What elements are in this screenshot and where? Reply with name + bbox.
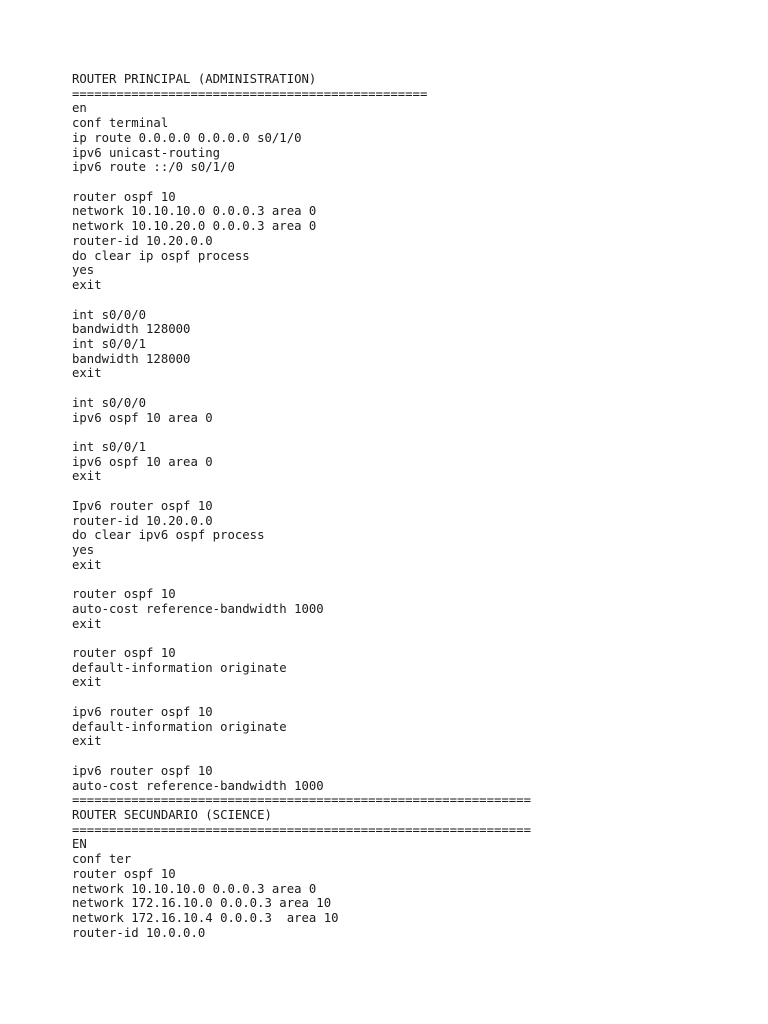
text-line: ================================================ — [72, 86, 428, 101]
blank-line — [72, 293, 752, 308]
text-line: ipv6 ospf 10 area 0 — [72, 410, 213, 425]
blank-line — [72, 425, 752, 440]
text-line: router-id 10.0.0.0 — [72, 925, 206, 940]
text-line: do clear ipv6 ospf process — [72, 528, 265, 543]
text-line: yes — [72, 263, 95, 278]
text-line: bandwidth 128000 — [72, 322, 191, 337]
text-line: network 10.10.20.0 0.0.0.3 area 0 — [72, 219, 317, 234]
text-line: exit — [72, 469, 102, 484]
text-line: auto-cost reference-bandwidth 1000 — [72, 778, 324, 793]
text-line: ROUTER SECUNDARIO (SCIENCE) — [72, 807, 272, 822]
text-line: Ipv6 router ospf 10 — [72, 498, 213, 513]
text-line: ipv6 router ospf 10 — [72, 704, 213, 719]
text-line: int s0/0/0 — [72, 307, 147, 322]
text-line: network 10.10.10.0 0.0.0.3 area 0 — [72, 204, 317, 219]
text-line: exit — [72, 734, 102, 749]
text-line: router ospf 10 — [72, 587, 176, 602]
text-line: en — [72, 101, 87, 116]
text-line: ipv6 route ::/0 s0/1/0 — [72, 160, 235, 175]
text-line: ============================================================== — [72, 822, 532, 837]
blank-line — [72, 690, 752, 705]
text-line: bandwidth 128000 — [72, 351, 191, 366]
text-line: exit — [72, 557, 102, 572]
text-line: ============================================================== — [72, 793, 532, 808]
text-line: conf ter — [72, 852, 132, 867]
text-line: yes — [72, 543, 95, 557]
blank-line — [72, 572, 752, 587]
text-line: network 172.16.10.0 0.0.0.3 area 10 — [72, 896, 332, 911]
blank-line — [72, 381, 752, 396]
text-line: do clear ip ospf process — [72, 248, 250, 263]
text-line: exit — [72, 616, 102, 631]
text-line: ROUTER PRINCIPAL (ADMINISTRATION) — [72, 72, 317, 86]
text-line: ipv6 router ospf 10 — [72, 763, 213, 778]
text-line: default-information originate — [72, 660, 287, 675]
text-line: network 10.10.10.0 0.0.0.3 area 0 — [72, 881, 317, 896]
config-text-block — [72, 72, 752, 940]
text-line: router-id 10.20.0.0 — [72, 233, 213, 248]
blank-line — [72, 749, 752, 764]
text-line: router ospf 10 — [72, 866, 176, 881]
text-line: ipv6 ospf 10 area 0 — [72, 454, 213, 469]
text-line: EN — [72, 837, 87, 852]
blank-line — [72, 175, 752, 190]
text-line: ipv6 unicast-routing — [72, 145, 221, 160]
text-line: int s0/0/0 — [72, 395, 147, 410]
text-line: int s0/0/1 — [72, 336, 147, 351]
text-line: conf terminal — [72, 116, 169, 131]
text-line: exit — [72, 278, 102, 293]
text-line: exit — [72, 366, 102, 381]
blank-line — [72, 484, 752, 499]
text-line: router ospf 10 — [72, 646, 176, 661]
text-line: auto-cost reference-bandwidth 1000 — [72, 601, 324, 616]
text-line: int s0/0/1 — [72, 439, 147, 454]
text-line: network 172.16.10.4 0.0.0.3 area 10 — [72, 910, 339, 925]
text-line: router ospf 10 — [72, 189, 176, 204]
text-line: default-information originate — [72, 719, 287, 734]
text-line: ip route 0.0.0.0 0.0.0.0 s0/1/0 — [72, 130, 302, 145]
text-line: exit — [72, 675, 102, 690]
text-line: router-id 10.20.0.0 — [72, 513, 213, 528]
blank-line — [72, 631, 752, 646]
